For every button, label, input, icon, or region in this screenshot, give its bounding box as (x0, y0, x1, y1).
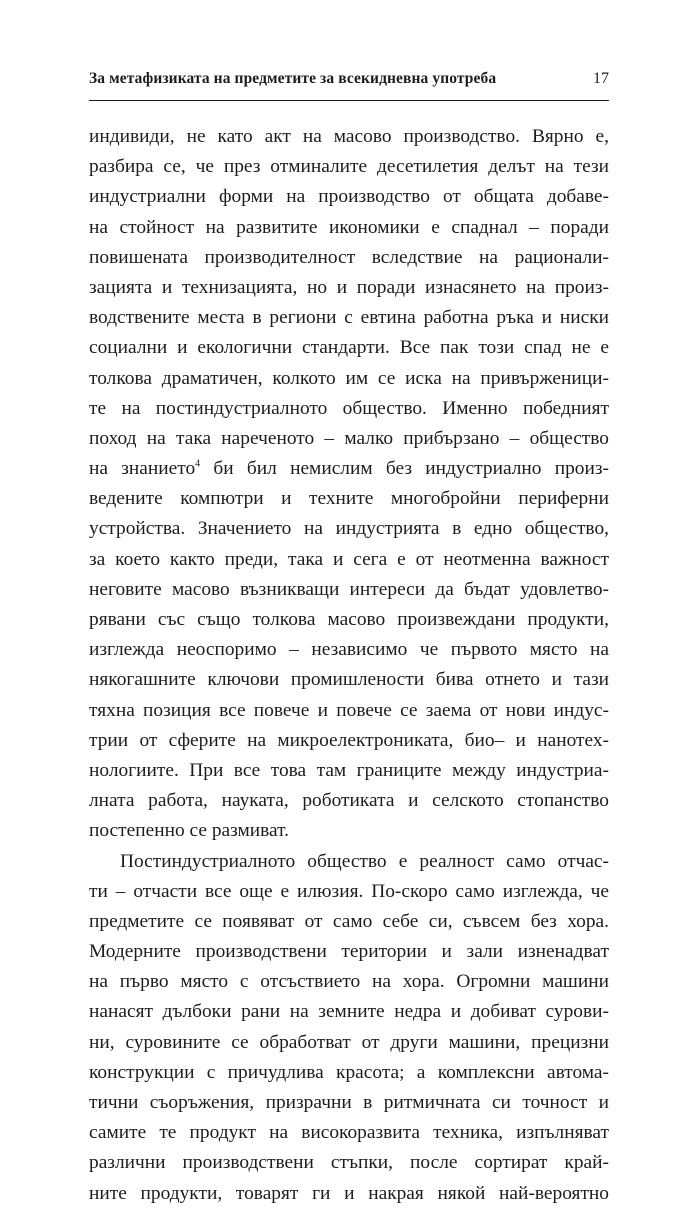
text-line: индустриални форми на производство от общата добаве- (89, 186, 609, 208)
text-line: различни производствени стъпки, после сортират край- (89, 1152, 609, 1174)
text-line-with-footnote (89, 454, 609, 484)
text-line: Модерните производствени територии и зали изненадват (89, 941, 609, 963)
text-line: неговите масово възникващи интереси да бъдат удовлетво- (89, 578, 609, 600)
text-line: постепенно се размиват. (89, 820, 290, 842)
text-line: някогашните ключови промишлености бива отнето и тази (89, 669, 609, 691)
text-segment: на знанието (89, 458, 196, 480)
running-head (89, 70, 609, 94)
text-line: индивиди, не като акт на масово производство. Вярно е, (89, 126, 609, 147)
text-line: ти – отчасти все още е илюзия. По-скоро само изглежда, че (89, 880, 609, 902)
text-line: предметите се появяват от само себе си, съвсем без хора. (89, 910, 609, 932)
footnote-marker[interactable]: 4 (195, 458, 201, 470)
text-line: лната работа, науката, роботиката и селското стопанство (89, 790, 609, 812)
text-line: нологиите. При все това там границите между индустриа- (89, 759, 609, 781)
text-segment: би бил немислим без индустриално произ- (213, 458, 609, 480)
paragraph-1 (89, 122, 609, 847)
text-line: устройства. Значението на индустрията в едно общество, (89, 518, 609, 540)
text-line: изглежда неоспоримо – независимо че първото място на (89, 639, 609, 661)
text-line: ни, суровините се обработват от други машини, прецизни (89, 1031, 609, 1053)
text-line: толкова драматичен, колкото им се иска на привърженици- (89, 367, 609, 389)
text-line: за което както преди, така и сега е от неотменна важност (89, 548, 609, 570)
running-head-title: За метафизиката на предметите за всекидневна употреба (89, 70, 497, 87)
body-text (89, 122, 609, 1209)
text-line: тяхна позиция все повече и повече се заема от нови индус- (89, 699, 609, 721)
text-line: зацията и технизацията, но и поради изнасянето на произ- (89, 276, 609, 298)
text-line: рявани със също толкова масово произвеждани продукти, (89, 609, 609, 630)
text-line: водствените места в региони с евтина работна ръка и ниски (89, 307, 609, 329)
text-line: разбира се, че през отминалите десетилетия делът на тези (89, 156, 609, 178)
page-number: 17 (593, 70, 609, 87)
text-line: ведените компютри и техните многобройни периферни (89, 488, 609, 510)
text-line: Постиндустриалното общество е реалност само отчас- (120, 850, 609, 872)
text-line: самите те продукт на високоразвита техника, изпълняват (89, 1122, 609, 1144)
text-line: те на постиндустриалното общество. Именно победният (89, 397, 609, 419)
text-line: поход на така нареченото – малко прибързано – общество (89, 427, 609, 449)
text-line: повишената производителност вследствие на рационали- (89, 246, 609, 268)
paragraph-2 (89, 847, 609, 1209)
text-line: ните продукти, товарят ги и накрая някой най-вероятно (89, 1182, 609, 1204)
text-line: тични съоръжения, призрачни в ритмичната си точност и (89, 1092, 609, 1113)
text-line: трии от сферите на микроелектрониката, био– и нанотех- (89, 729, 609, 751)
text-line: нанасят дълбоки рани на земните недра и добиват сурови- (89, 1001, 609, 1023)
text-line: социални и екологични стандарти. Все пак този спад не е (89, 337, 609, 359)
header-rule (89, 100, 609, 101)
text-line: конструкции с причудлива красота; а комплексни автома- (89, 1061, 609, 1083)
text-line: на стойност на развитите икономики е спаднал – поради (89, 216, 609, 238)
text-line: на първо място с отсъствието на хора. Огромни машини (89, 971, 609, 993)
